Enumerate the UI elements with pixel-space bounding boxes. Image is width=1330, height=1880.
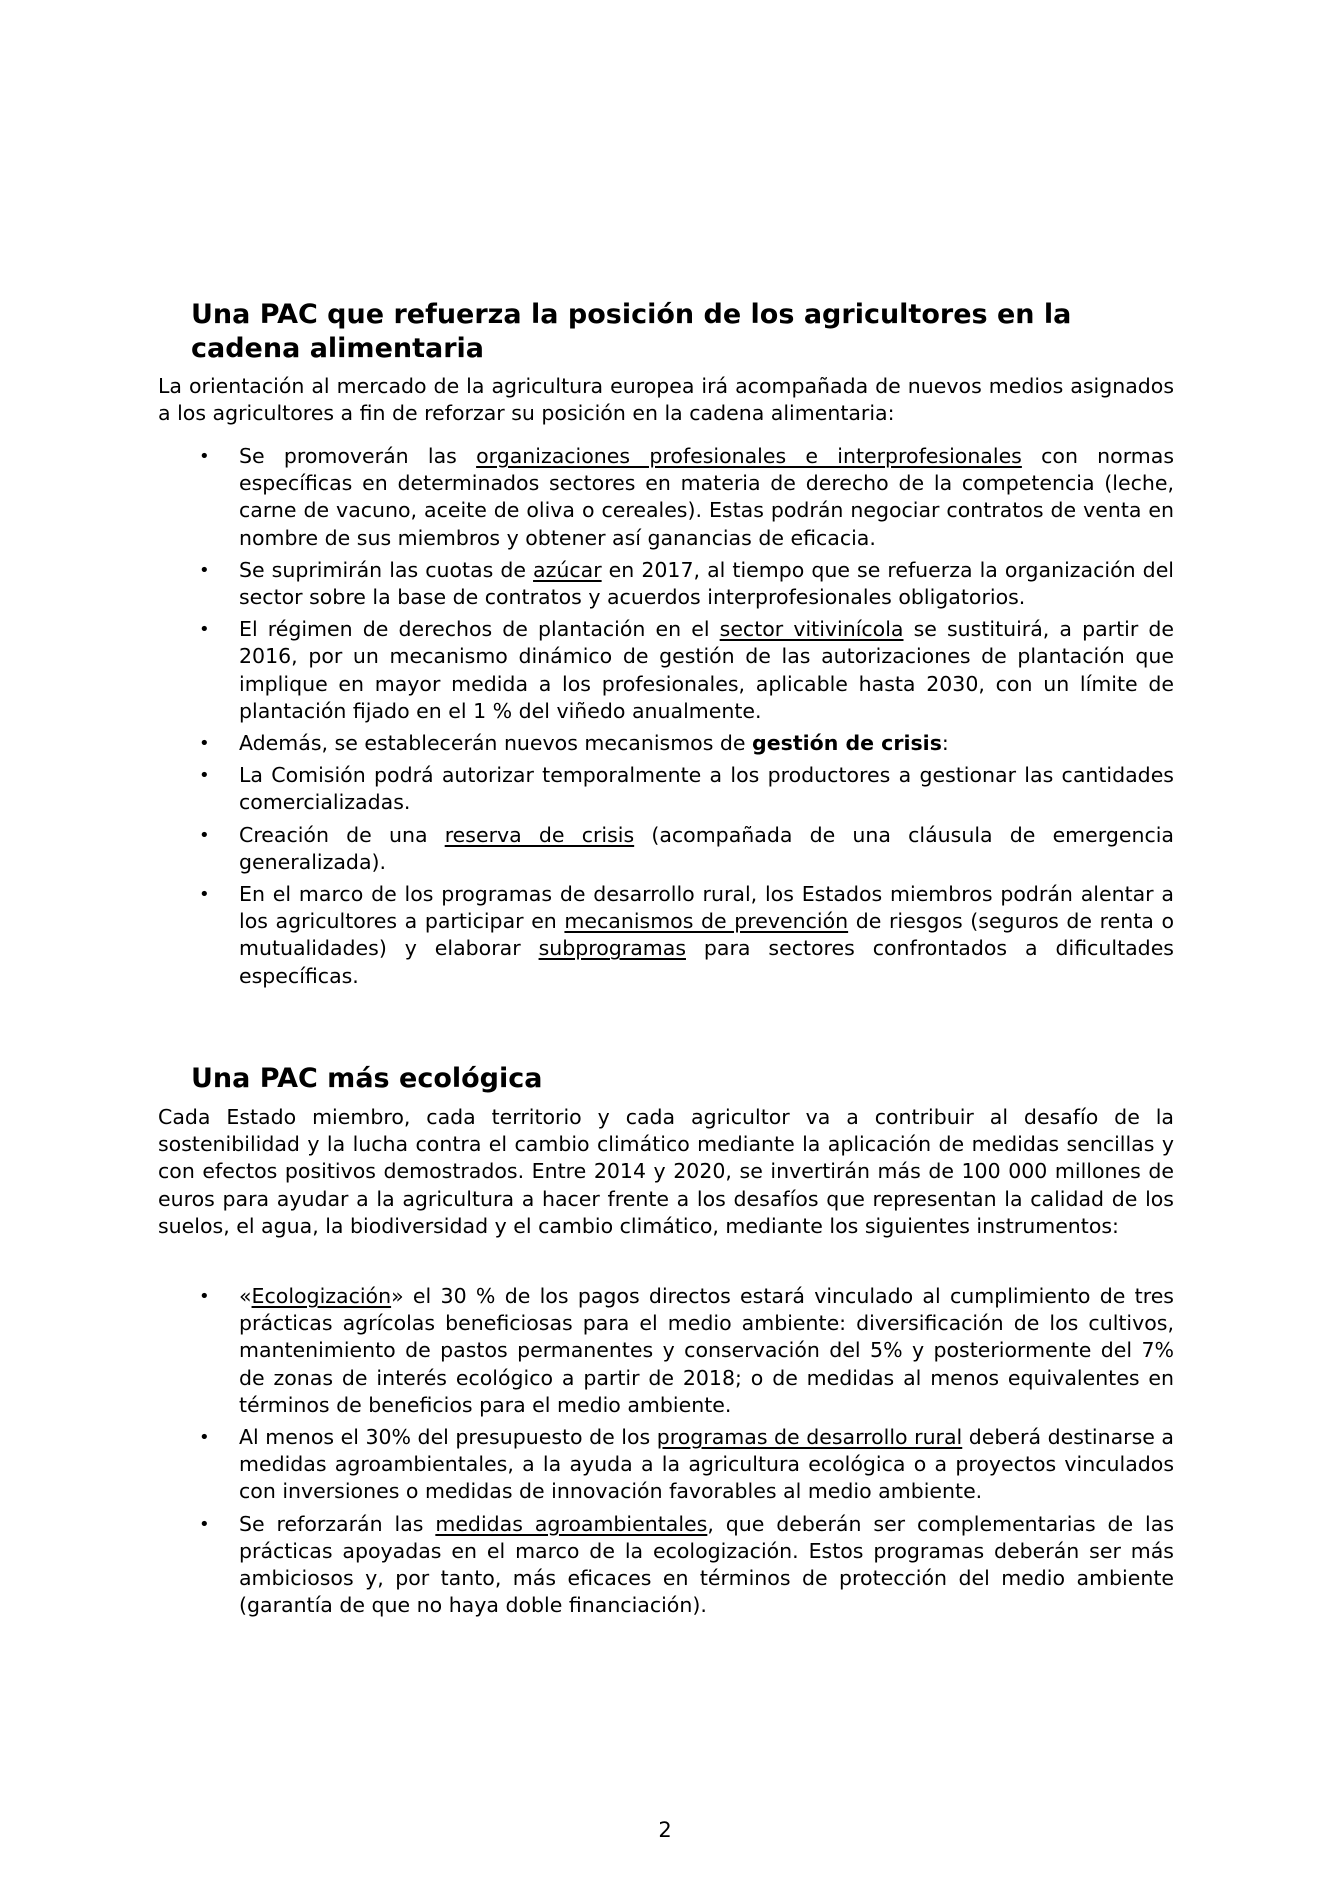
bullet-icon: • [199,1513,210,1535]
link-sector-vitivinicola[interactable]: sector vitivinícola [719,617,904,642]
link-ecologizacion[interactable]: Ecologización [251,1284,392,1308]
link-medidas-agroambientales[interactable]: medidas agroambientales [435,1511,708,1536]
list-item: • La Comisión podrá autorizar temporalmente a los productores a gestionar las cantidades comercializadas. [199,763,1174,815]
list-item: • Se reforzarán las medidas agroambientales, que deberán ser complementarias de las prácticas apoyadas en el marco de la ecologización. Estos programas deberán ser más ambiciosos y, por tanto, más eficaces en términos de protección del medio ambiente (garantía de que no haya doble financiación). [199,1511,1175,1618]
list-item: • «Ecologización» el 30 % de los pagos directos estará vinculado al cumplimiento de tres prácticas agrícolas beneficiosas para el medio ambiente: diversificación de los cultivos, mantenimiento de pastos permanentes y conservación del 5% y posteriormente del 7% de zonas de interés ecológico a partir de 2018; o de medidas al menos equivalentes en términos de beneficios para el medio ambiente. [199,1284,1174,1417]
list-item: • Al menos el 30% del presupuesto de los programas de desarrollo rural deberá destinarse a medidas agroambientales, a la ayuda a la agricultura ecológica o a proyectos vinculados con inversiones o medidas de innovación favorables al medio ambiente. [199,1425,1174,1504]
link-azucar[interactable]: azúcar [533,557,602,582]
list-item: • En el marco de los programas de desarrollo rural, los Estados miembros podrán alentar a los agricultores a participar en mecanismos de prevención de riesgos (seguros de renta o mutualidades) y elaborar subprogramas para sectores confrontados a dificultades específicas. [199,882,1174,988]
link-reserva-crisis[interactable]: reserva de crisis [444,822,635,847]
section-title-ecologica: Una PAC más ecológica [191,1063,543,1094]
list-item: • Además, se establecerán nuevos mecanismos de gestión de crisis: [156,730,1174,757]
bullet-icon: • [199,1427,210,1449]
bullet-icon: • [199,446,210,467]
section-intro-paragraph: La orientación al mercado de la agricultura europea irá acompañada de nuevos medios asignados a los agricultores a fin de reforzar su posición en la cadena alimentaria: [158,374,1174,426]
bullet-icon: • [199,824,210,846]
list-item: • Se suprimirán las cuotas de azúcar en 2017, al tiempo que se refuerza la organización del sector sobre la base de contratos y acuerdos interprofesionales obligatorios. [199,557,1174,610]
link-programas-desarrollo-rural[interactable]: programas de desarrollo rural [656,1425,963,1450]
link-subprogramas[interactable]: subprogramas [538,936,686,961]
bullet-icon: • [199,619,210,641]
list-item: • El régimen de derechos de plantación en el sector vitivinícola se sustituirá, a partir de 2016, por un mecanismo dinámico de gestión de las autorizaciones de plantación que implique en mayor medida a los profesionales, aplicable hasta 2030, con un límite de plantación fijado en el 1 % del viñedo anualmente. [199,617,1174,723]
bullet-icon: • [199,1286,210,1307]
page-number: 2 [658,1818,672,1842]
bullet-list-ecologica [156,1283,1174,1624]
bullet-icon: • [199,733,210,755]
list-item: • Se promoverán las organizaciones profesionales e interprofesionales con normas específicas en determinados sectores en materia de derecho de la competencia (leche, carne de vacuno, aceite de oliva o cereales). Estas podrán negociar contratos de venta en nombre de sus miembros y obtener así ganancias de eficacia. [199,444,1174,550]
bullet-icon: • [199,884,210,906]
section-intro-paragraph: Cada Estado miembro, cada territorio y cada agricultor va a contribuir al desafío de la sostenibilidad y la lucha contra el cambio climático mediante la aplicación de medidas sencillas y con efectos positivos demostrados. Entre 2014 y 2020, se invertirán más de 100 000 millones de euros para ayudar a la agricultura a hacer frente a los desafíos que representan la calidad de los suelos, el agua, la biodiversidad y el cambio climático, mediante los siguientes instrumentos: [158,1105,1174,1238]
link-mecanismos-prevencion[interactable]: mecanismos de prevención [564,909,849,934]
list-item: • Creación de una reserva de crisis (acompañada de una cláusula de emergencia generalizada). [199,822,1174,874]
bullet-icon: • [199,765,210,787]
bold-gestion-crisis: gestión de crisis [752,731,942,756]
bullet-list-cadena [156,443,1174,995]
section-title-agricultores: Una PAC que refuerza la posición de los agricultores en la cadena alimentaria [191,299,1072,364]
bullet-icon: • [199,559,210,581]
link-organizaciones[interactable]: organizaciones profesionales e interprofesionales [476,444,1022,468]
